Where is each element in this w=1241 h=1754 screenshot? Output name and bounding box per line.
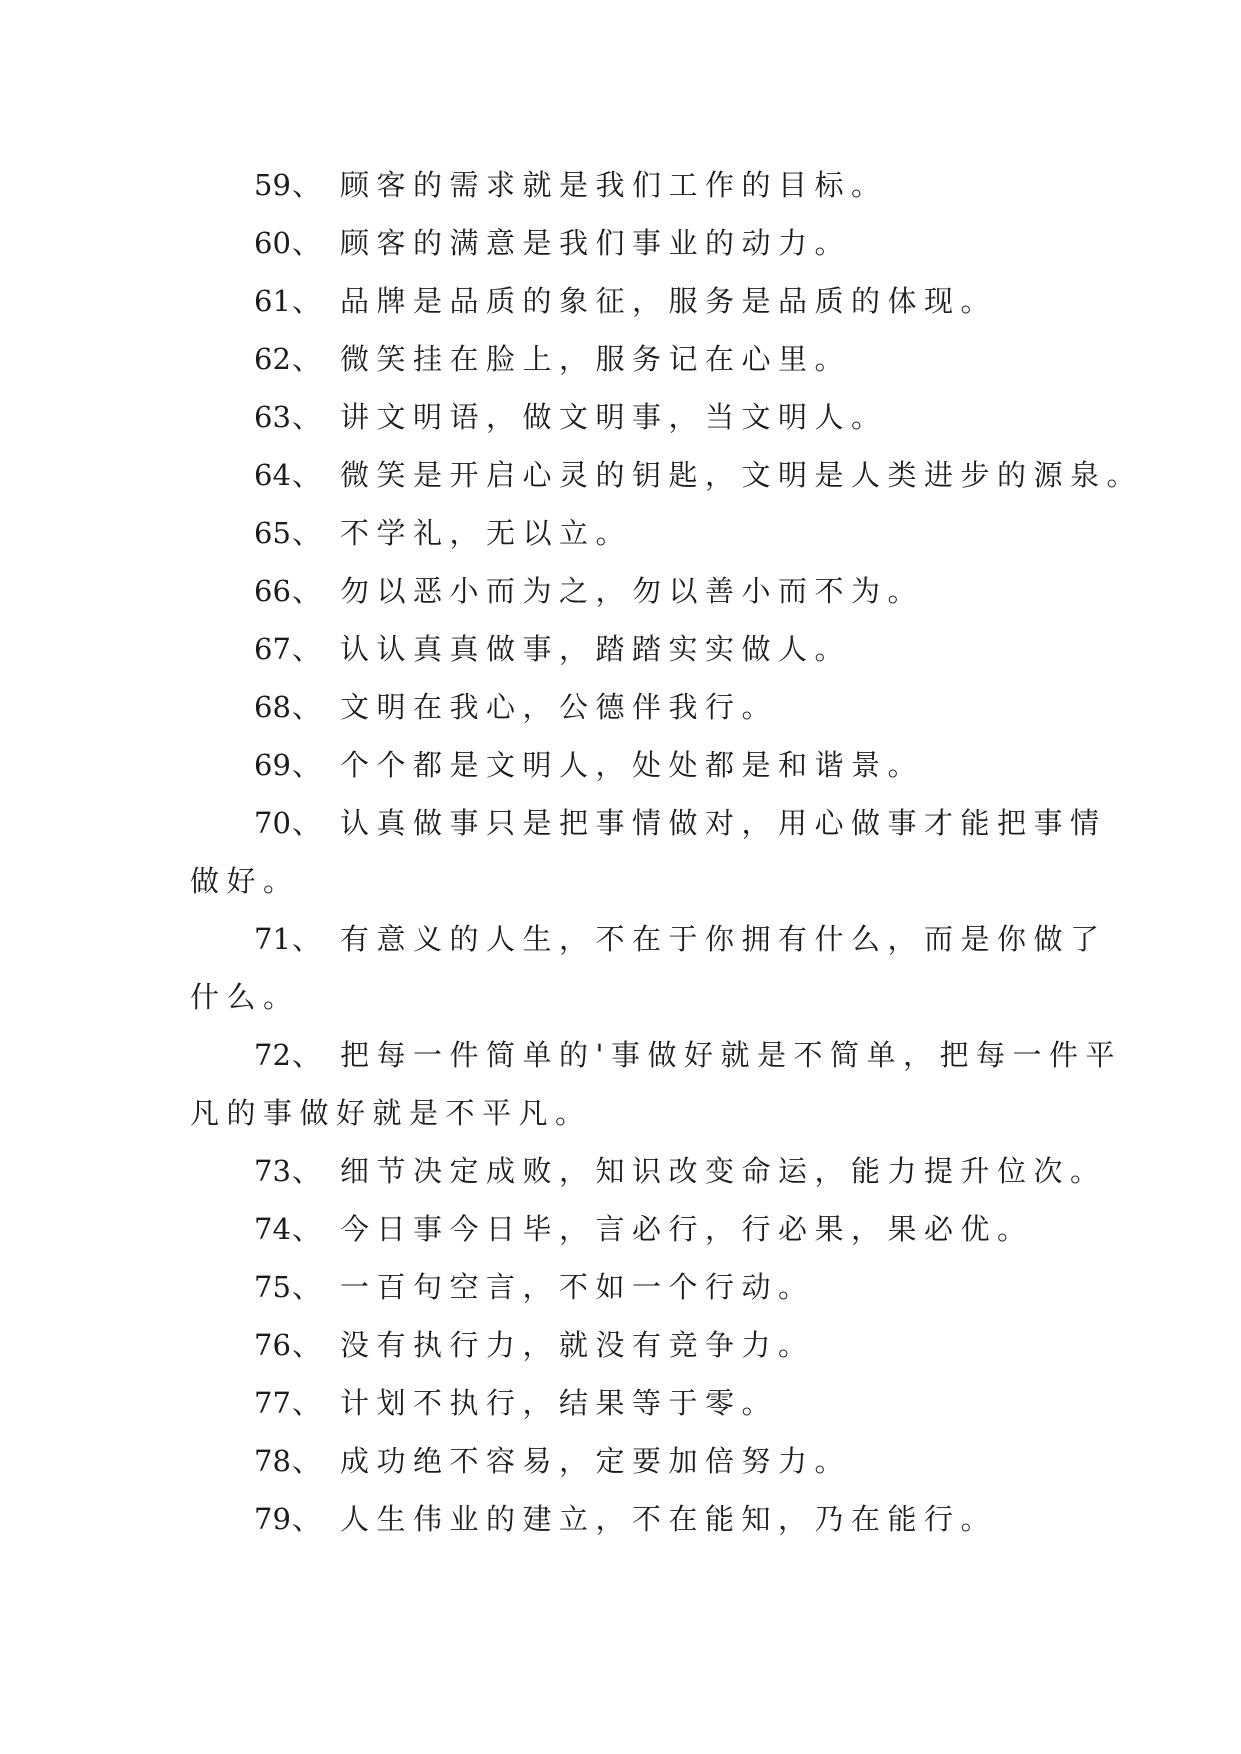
item-text: 不学礼，无以立。 xyxy=(340,516,633,550)
item-text: 认认真真做事，踏踏实实做人。 xyxy=(340,632,852,666)
item-text: 今日事今日毕，言必行，行必果，果必优。 xyxy=(340,1212,1034,1246)
item-number: 59 xyxy=(254,168,291,202)
list-item xyxy=(0,794,1241,910)
item-text: 把每一件简单的'事做好就是不简单，把每一件平 xyxy=(340,1038,1122,1072)
item-text: 一百句空言，不如一个行动。 xyxy=(340,1270,815,1304)
item-separator: 、 xyxy=(292,806,322,840)
item-text-continued: 凡的事做好就是不平凡。 xyxy=(190,1096,592,1130)
list-item xyxy=(0,736,1241,794)
item-separator: 、 xyxy=(292,1270,322,1304)
item-number: 71 xyxy=(254,922,291,956)
item-number: 70 xyxy=(254,806,291,840)
list-item xyxy=(0,1490,1241,1548)
item-number: 76 xyxy=(254,1328,291,1362)
item-separator: 、 xyxy=(292,1328,322,1362)
list-item xyxy=(0,1026,1241,1142)
item-text: 认真做事只是把事情做对，用心做事才能把事情 xyxy=(340,806,1107,840)
list-item xyxy=(0,562,1241,620)
list-item xyxy=(0,1258,1241,1316)
list-item xyxy=(0,678,1241,736)
list-item xyxy=(0,156,1241,214)
item-separator: 、 xyxy=(292,1386,322,1420)
item-text: 个个都是文明人，处处都是和谐景。 xyxy=(340,748,925,782)
item-number: 74 xyxy=(254,1212,291,1246)
item-number: 72 xyxy=(254,1038,291,1072)
item-text: 微笑挂在脸上，服务记在心里。 xyxy=(340,342,852,376)
item-text: 勿以恶小而为之，勿以善小而不为。 xyxy=(340,574,925,608)
item-number: 63 xyxy=(254,400,291,434)
item-separator: 、 xyxy=(292,748,322,782)
list-item xyxy=(0,214,1241,272)
item-separator: 、 xyxy=(292,342,322,376)
item-number: 67 xyxy=(254,632,291,666)
list-item xyxy=(0,272,1241,330)
item-text: 微笑是开启心灵的钥匙，文明是人类进步的源泉。 xyxy=(340,458,1144,492)
item-number: 68 xyxy=(254,690,291,724)
item-text: 讲文明语，做文明事，当文明人。 xyxy=(340,400,888,434)
item-separator: 、 xyxy=(292,1212,322,1246)
list-item xyxy=(0,504,1241,562)
item-number: 69 xyxy=(254,748,291,782)
item-text: 人生伟业的建立，不在能知，乃在能行。 xyxy=(340,1502,998,1536)
list-item xyxy=(0,1200,1241,1258)
list-item xyxy=(0,620,1241,678)
item-text: 成功绝不容易，定要加倍努力。 xyxy=(340,1444,852,1478)
list-item xyxy=(0,330,1241,388)
item-separator: 、 xyxy=(292,922,322,956)
list-item xyxy=(0,388,1241,446)
list-item xyxy=(0,1316,1241,1374)
item-number: 60 xyxy=(254,226,291,260)
item-separator: 、 xyxy=(292,400,322,434)
item-separator: 、 xyxy=(292,690,322,724)
item-text-continued: 做好。 xyxy=(190,864,300,898)
item-separator: 、 xyxy=(292,458,322,492)
list-item xyxy=(0,446,1241,504)
item-separator: 、 xyxy=(292,1502,322,1536)
item-separator: 、 xyxy=(292,226,322,260)
list-item xyxy=(0,1432,1241,1490)
item-separator: 、 xyxy=(292,516,322,550)
item-text: 没有执行力，就没有竞争力。 xyxy=(340,1328,815,1362)
list-item xyxy=(0,1142,1241,1200)
item-separator: 、 xyxy=(292,1444,322,1478)
item-text: 有意义的人生，不在于你拥有什么，而是你做了 xyxy=(340,922,1107,956)
item-number: 73 xyxy=(254,1154,291,1188)
item-separator: 、 xyxy=(292,284,322,318)
item-separator: 、 xyxy=(292,574,322,608)
item-number: 65 xyxy=(254,516,291,550)
list-item xyxy=(0,1374,1241,1432)
item-number: 77 xyxy=(254,1386,291,1420)
numbered-list xyxy=(0,156,1241,1548)
item-separator: 、 xyxy=(292,168,322,202)
item-number: 64 xyxy=(254,458,291,492)
item-separator: 、 xyxy=(292,632,322,666)
item-number: 75 xyxy=(254,1270,291,1304)
item-text: 计划不执行，结果等于零。 xyxy=(340,1386,779,1420)
list-item xyxy=(0,910,1241,1026)
item-text: 文明在我心，公德伴我行。 xyxy=(340,690,779,724)
item-number: 79 xyxy=(254,1502,291,1536)
item-text: 品牌是品质的象征，服务是品质的体现。 xyxy=(340,284,998,318)
item-text-continued: 什么。 xyxy=(190,980,300,1014)
item-number: 61 xyxy=(254,284,291,318)
item-separator: 、 xyxy=(292,1038,322,1072)
item-number: 78 xyxy=(254,1444,291,1478)
item-number: 62 xyxy=(254,342,291,376)
item-text: 细节决定成败，知识改变命运，能力提升位次。 xyxy=(340,1154,1107,1188)
item-number: 66 xyxy=(254,574,291,608)
item-text: 顾客的满意是我们事业的动力。 xyxy=(340,226,852,260)
item-text: 顾客的需求就是我们工作的目标。 xyxy=(340,168,888,202)
item-separator: 、 xyxy=(292,1154,322,1188)
